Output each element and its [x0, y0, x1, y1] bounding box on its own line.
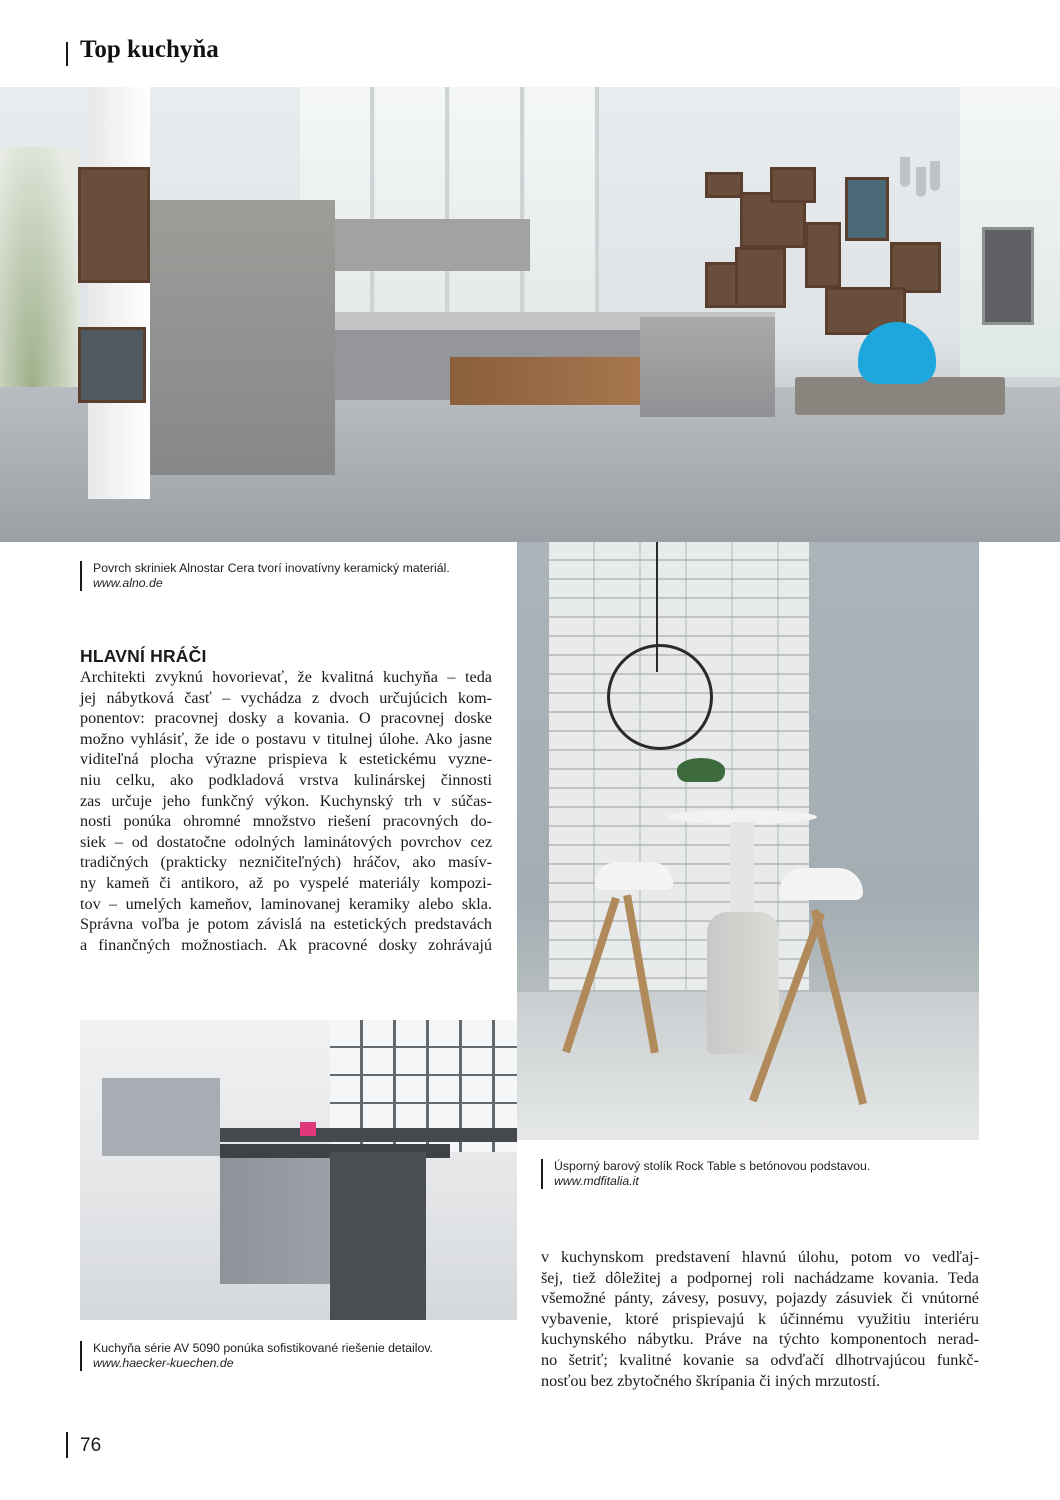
text-line: Architekti zvyknú hovorievať, že kvalitná kuchyňa – teda — [80, 668, 492, 686]
pillar — [88, 87, 150, 499]
text-line: kuchynského nábytku. Práve na týchto komponentoch nerad- — [541, 1330, 979, 1349]
caption-rule — [80, 1341, 82, 1371]
wall-shelf — [805, 222, 841, 288]
text-line: možno vyhlásiť, že ide o postavu v titulnej úlohe. Ako jasne — [80, 729, 492, 748]
header-rule — [66, 42, 68, 66]
tall-cabinets — [150, 200, 335, 475]
wall-shelf — [705, 172, 743, 198]
text-line: tov – umelých kameňov, laminovanej keramiky alebo skla. — [80, 894, 492, 913]
bar-stool-seat — [779, 868, 863, 900]
kitchen-photo-haecker — [80, 1020, 517, 1320]
section-heading: HLAVNÍ HRÁČI — [80, 646, 207, 666]
pink-kettle — [300, 1122, 316, 1136]
caption-text: Kuchyňa série AV 5090 ponúka sofistikované riešenie detailov. — [93, 1341, 433, 1355]
wood-plinth — [450, 357, 640, 405]
bar-stool-seat — [595, 862, 673, 890]
caption-haecker — [93, 1341, 433, 1371]
text-line: nosti ponúka ohromné množstvo riešení pracovných do- — [80, 812, 492, 831]
caption-url: www.alno.de — [93, 576, 163, 590]
kitchen-island — [640, 317, 775, 417]
wall-shelf — [770, 167, 816, 203]
pendant-lamp — [916, 167, 926, 197]
caption-rule — [541, 1159, 543, 1189]
text-line: Správna voľba je potom závislá na estetických predstavách — [80, 915, 492, 934]
text-line: nosťou bez zbytočného škrípania či iných mrzutostí. — [541, 1371, 881, 1390]
caption-text: Úsporný barový stolík Rock Table s betónovou podstavou. — [554, 1159, 871, 1173]
ring-pendant-lamp — [607, 644, 713, 750]
wall-shelf — [78, 327, 146, 403]
text-line: všemožné pánty, závesy, posuvy, pojazdy zásuviek či vnútorné — [541, 1289, 979, 1308]
caption-text: Povrch skriniek Alnostar Cera tvorí inovatívny keramický materiál. — [93, 561, 450, 575]
caption-mdf — [554, 1159, 870, 1189]
text-line: niu celku, ako podkladová vrstva kulinárskej činnosti — [80, 770, 492, 789]
pendant-lamp — [930, 161, 940, 191]
wall-shelf — [890, 242, 941, 293]
table-column — [730, 822, 754, 922]
text-line: viditeľná plocha výrazne prispieva k estetickému vyzne- — [80, 750, 492, 769]
text-line: ponentov: pracovnej dosky a kovania. O pracovnej doske — [80, 709, 492, 728]
page-number: 76 — [80, 1435, 102, 1456]
text-line: siek – od dostatočne odolných laminátových povrchov cez — [80, 832, 492, 851]
plant — [677, 758, 725, 782]
text-line: tradičných (prakticky nezničiteľných) hráčov, ako masív- — [80, 853, 492, 872]
text-line: ny kameň či antikoro, až po vyspelé materiály kompozi- — [80, 873, 492, 892]
caption-alno — [93, 561, 450, 591]
footer-rule — [66, 1432, 68, 1458]
wall-panel — [102, 1078, 220, 1156]
blue-armchair — [858, 322, 936, 384]
kitchen-photo-alno — [0, 87, 1060, 542]
text-line: jej nábytková časť – vychádza z dvoch určujúcich kom- — [80, 688, 492, 707]
built-in-oven — [982, 227, 1034, 325]
text-line: v kuchynskom predstavení hlavnú úlohu, potom vo vedľaj- — [541, 1248, 979, 1266]
island-end-panel — [330, 1152, 426, 1320]
bar-table-photo-mdf — [517, 542, 979, 1140]
concrete-base — [707, 912, 779, 1054]
caption-url: www.mdfitalia.it — [554, 1174, 639, 1188]
text-line: zas určuje jeho funkčný výkon. Kuchynský trh v súčas- — [80, 791, 492, 810]
wall-shelf — [845, 177, 889, 241]
text-line: a finančných možnostiach. Ak pracovné dosky zohrávajú — [80, 935, 492, 954]
wall-shelf — [78, 167, 150, 283]
text-line: vybavenie, ktoré prispievajú k účinnému využitiu interiéru — [541, 1309, 979, 1328]
page-title: Top kuchyňa — [80, 36, 219, 63]
back-counter — [220, 1128, 517, 1142]
caption-rule — [80, 561, 82, 591]
body-text-right — [541, 1247, 979, 1391]
upper-cabinets — [335, 219, 530, 271]
caption-url: www.haecker-kuechen.de — [93, 1356, 234, 1370]
wall-shelf — [735, 247, 786, 308]
text-line: šej, tiež dôležitej a podpornej roli nachádzame kovania. Teda — [541, 1268, 979, 1287]
text-line: no šetriť; kvalitné kovanie sa odvďačí dlhotrvajúcou funkč- — [541, 1350, 979, 1369]
pendant-lamp — [900, 157, 910, 187]
body-text-left — [80, 667, 492, 955]
